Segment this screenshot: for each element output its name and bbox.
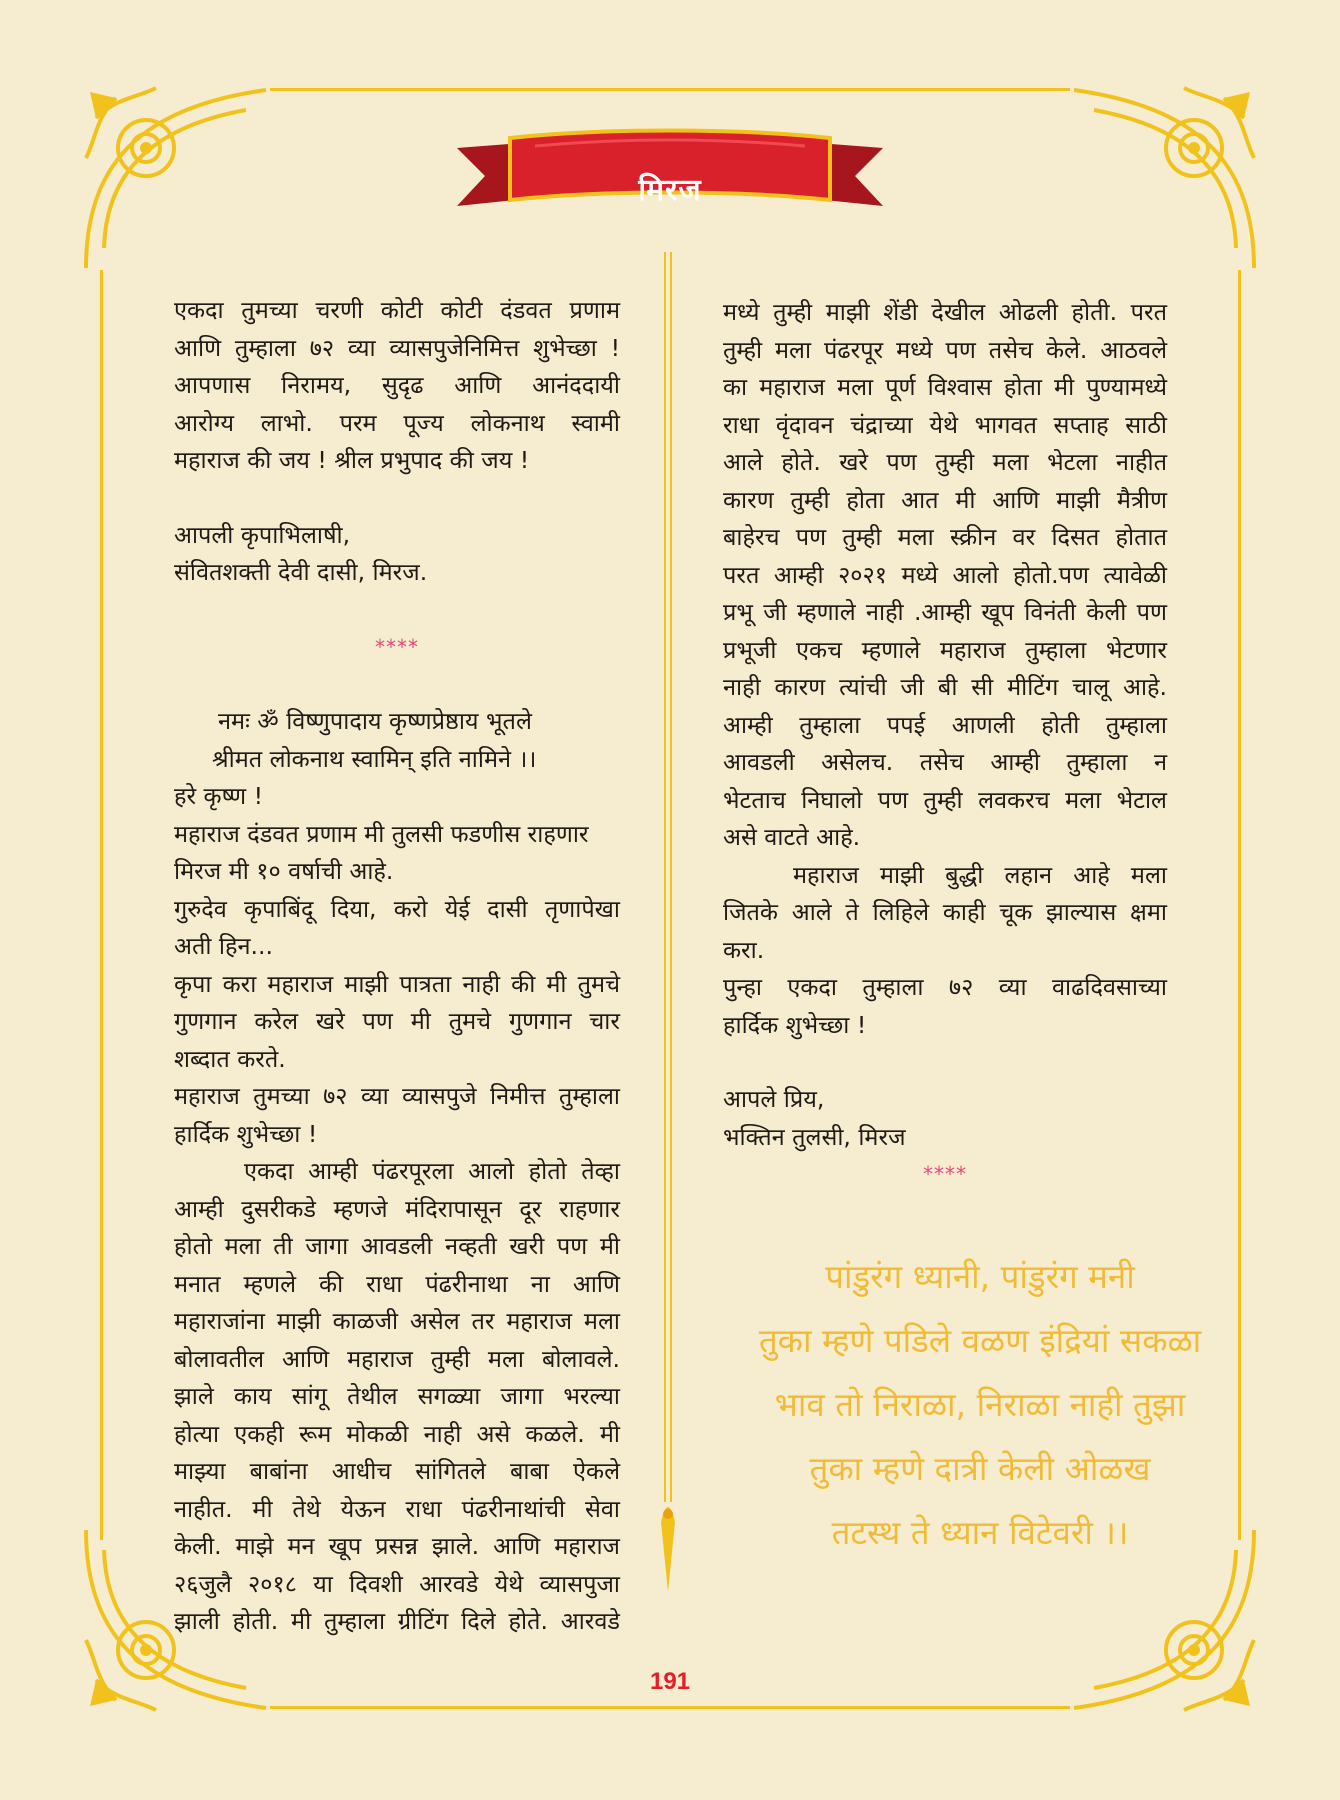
text-line: नाहीत. मी तेथे येऊन राधा पंढरीनाथांची सेवा	[174, 1494, 620, 1523]
text-line: महाराजांना माझी काळजी असेल तर महाराज मला	[174, 1307, 620, 1335]
text-line: महाराज की जय ! श्रील प्रभुपाद की जय !	[174, 446, 530, 474]
text-line: शब्दात करते.	[174, 1044, 286, 1073]
frame-left-line	[100, 270, 103, 1540]
text-line: झाले काय सांगू तेथील सगळ्या जागा भरल्या	[174, 1382, 620, 1410]
text-line: हार्दिक शुभेच्छा !	[174, 1119, 318, 1148]
text-line: आवडली असेलच. तसेच आम्ही तुम्हाला न	[723, 748, 1167, 776]
page-number: 191	[649, 1668, 691, 1695]
text-line: हार्दिक शुभेच्छा !	[723, 1010, 867, 1039]
stars-divider: ****	[923, 1162, 967, 1186]
stars-divider: ****	[375, 634, 419, 659]
signature-line: भक्तिन तुलसी, मिरज	[723, 1122, 906, 1151]
sloka-line: श्रीमत लोकनाथ स्वामिन् इति नामिने ।।	[212, 744, 537, 773]
text-line: एकदा तुमच्या चरणी कोटी कोटी दंडवत प्रणाम	[174, 296, 620, 324]
page-title: मिरज	[638, 173, 702, 208]
text-line: महाराज माझी बुद्धी लहान आहे मला	[793, 860, 1167, 889]
text-line: आम्ही दुसरीकडे म्हणजे मंदिरापासून दूर राहणार	[174, 1194, 620, 1223]
text-line: केली. माझे मन खूप प्रसन्न झाले. आणि महाराज	[174, 1532, 620, 1560]
text-line: माझ्या बाबांना आधीच सांगितले बाबा ऐकले	[174, 1457, 620, 1485]
signature-line: आपली कृपाभिलाषी,	[174, 520, 351, 549]
text-line: पुन्हा एकदा तुम्हाला ७२ व्या वाढदिवसाच्या	[723, 973, 1167, 1001]
text-line: कृपा करा महाराज माझी पात्रता नाही की मी तुमचे	[174, 969, 620, 998]
text-line: आरोग्य लाभो. परम पूज्य लोकनाथ स्वामी	[174, 408, 620, 437]
text-line: महाराज तुमच्या ७२ व्या व्यासपुजे निमीत्त तुम्हाला	[174, 1082, 620, 1110]
text-line: तुम्ही मला पंढरपूर मध्ये पण तसेच केले. आठवले	[723, 335, 1167, 364]
text-line: असे वाटते आहे.	[723, 823, 861, 851]
text-line: मनात म्हणले की राधा पंढरीनाथा ना आणि	[174, 1269, 620, 1298]
text-line: झाली होती. मी तुम्हाला ग्रीटिंग दिले होते. आरवडे	[174, 1607, 620, 1635]
text-line: २६जुलै २०१८ या दिवशी आरवडे येथे व्यासपुजा	[174, 1569, 620, 1598]
text-line: महाराज दंडवत प्रणाम मी तुलसी फडणीस राहणार	[174, 819, 589, 848]
frame-top-line	[270, 88, 1070, 91]
text-line: भेटताच निघालो पण तुम्ही लवकरच मला भेटाल	[723, 785, 1167, 814]
text-line: बोलावतील आणि महाराज तुम्ही मला बोलावले.	[174, 1344, 620, 1373]
text-line: अती हिन...	[174, 932, 273, 960]
text-line: गुरुदेव कृपाबिंदू दिया, करो येई दासी तृणापेखा	[174, 894, 620, 923]
text-line: होतो मला ती जागा आवडली नव्हती खरी पण मी	[174, 1232, 620, 1260]
poem-line: भाव तो निराळा, निराळा नाही तुझा	[774, 1385, 1186, 1424]
text-line: मिरज मी १० वर्षाची आहे.	[174, 857, 394, 885]
poem-line: तुका म्हणे दात्री केली ओळख	[809, 1449, 1151, 1488]
text-line: मध्ये तुम्ही माझी शेंडी देखील ओढली होती. परत	[723, 298, 1167, 326]
text-line: गुणगान करेल खरे पण मी तुमचे गुणगान चार	[174, 1007, 620, 1035]
abhang-poem	[690, 1245, 1270, 1565]
poem-line: तुका म्हणे पडिले वळण इंद्रियां सकळा	[758, 1321, 1202, 1360]
text-line: कारण तुम्ही होता आत मी आणि माझी मैत्रीण	[723, 485, 1167, 514]
right-column	[723, 294, 1167, 1194]
text-line: करा.	[723, 935, 765, 964]
frame-bottom-line	[270, 1706, 1070, 1709]
text-line: आणि तुम्हाला ७२ व्या व्यासपुजेनिमित्त शुभेच्छा !	[174, 333, 620, 362]
poem-line: पांडुरंग ध्यानी, पांडुरंग मनी	[825, 1257, 1135, 1296]
text-line: आपणास निरामय, सुदृढ आणि आनंददायी	[174, 371, 620, 399]
text-line: प्रभूजी एकच म्हणाले महाराज तुम्हाला भेटणार	[723, 635, 1167, 664]
text-line: प्रभू जी म्हणाले नाही .आम्ही खूप विनंती केली पण	[723, 598, 1167, 626]
text-line: का महाराज मला पूर्ण विश्वास होता मी पुण्यामध्ये	[723, 373, 1167, 401]
text-line: एकदा आम्ही पंढरपूरला आलो होतो तेव्हा	[244, 1157, 620, 1185]
text-line: परत आम्ही २०२१ मध्ये आलो होतो.पण त्यावेळी	[723, 560, 1167, 589]
sloka-line: नमः ॐ विष्णुपादाय कृष्णप्रेष्ठाय भूतले	[218, 707, 532, 735]
text-line: आले होते. खरे पण तुम्ही मला भेटला नाहीत	[723, 448, 1167, 476]
left-column	[174, 292, 620, 1641]
text-line: होत्या एकही रूम मोकळी नाही असे कळले. मी	[174, 1419, 620, 1448]
text-line: आम्ही तुम्हाला पपई आणली होती तुम्हाला	[723, 710, 1167, 739]
signature-line: आपले प्रिय,	[723, 1085, 825, 1113]
text-line: राधा वृंदावन चंद्राच्या येथे भागवत सप्ताह साठी	[723, 410, 1167, 439]
text-line: नाही कारण त्यांची जी बी सी मीटिंग चालू आहे.	[723, 673, 1167, 701]
text-line: बाहेरच पण तुम्ही मला स्क्रीन वर दिसत होतात	[723, 523, 1167, 551]
column-divider-icon	[660, 252, 676, 1592]
signature-line: संवितशक्ती देवी दासी, मिरज.	[174, 558, 428, 586]
text-line: हरे कृष्ण !	[174, 782, 264, 810]
text-line: जितके आले ते लिहिले काही चूक झाल्यास क्षमा	[723, 898, 1167, 926]
poem-line: तटस्थ ते ध्यान विटेवरी ।।	[831, 1513, 1129, 1552]
